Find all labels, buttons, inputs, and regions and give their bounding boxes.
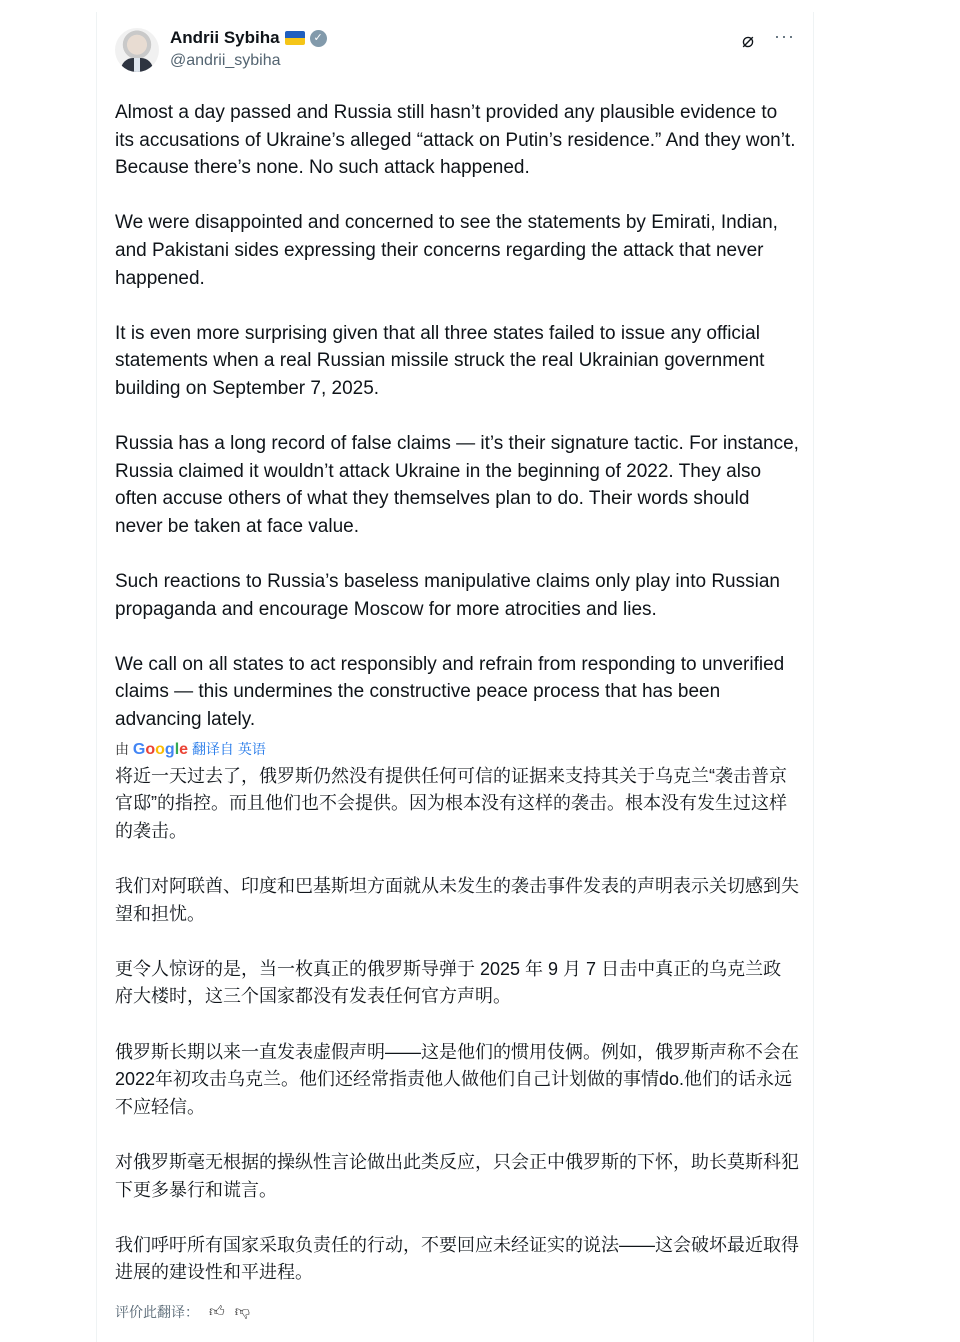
post-paragraph: Russia has a long record of false claims — it’s their signature tactic. For instance, Russia claimed it wouldn’t attack Ukraine in the beginning of 2022. They also often accuse others of what they themselves plan to do. Their words should never be taken at face value. [115,433,799,537]
post-body [115,99,799,1315]
translation-attribution [115,736,799,763]
author-handle[interactable]: @andrii_sybiha [170,52,281,69]
translated-paragraph: 更令人惊讶的是，当一枚真正的俄罗斯导弹于 2025 年 9 月 7 日击中真正的乌克兰政府大楼时，这三个国家都没有发表任何官方声明。 [115,958,782,1007]
rate-translation-label: 评价此翻译： [115,1304,199,1320]
author-name[interactable]: Andrii Sybiha [170,28,280,47]
translated-paragraph: 将近一天过去了，俄罗斯仍然没有提供任何可信的证据来支持其关于乌克兰“袭击普京官邸”的指控。而且他们也不会提供。因为根本没有这样的袭击。根本没有发生过这样的袭击。 [115,765,787,841]
author-name-row[interactable] [170,28,327,48]
post-paragraph: Such reactions to Russia’s baseless manipulative claims only play into Russian propaganda and encourage Moscow for more atrocities and lies. [115,571,780,620]
post-card [96,12,814,1342]
thumbs-up-icon[interactable]: 👍︎ [209,1303,225,1320]
post-paragraph: We call on all states to act responsibly and refrain from responding to unverified claims — this undermines the constructive peace process that has been advancing lately. [115,653,785,731]
grok-icon[interactable]: ⌀ [742,30,755,52]
verified-badge-icon: ✓ [310,30,327,47]
translated-paragraph: 我们对阿联酋、印度和巴基斯坦方面就从未发生的袭击事件发表的声明表示关切感到失望和担忧。 [115,876,799,924]
more-icon[interactable]: ··· [774,26,795,46]
post-paragraph: Almost a day passed and Russia still hasn’t provided any plausible evidence to its accusations of Ukraine’s alleged “attack on Putin’s residence.” And they won’t. Because there’s none. No such attack happened. [115,102,796,179]
post-paragraph: We were disappointed and concerned to see the statements by Emirati, Indian, and Pakistani sides expressing their concerns regarding the attack that never happened. [115,212,778,289]
post-paragraph: It is even more surprising given that all three states failed to issue any official statements when a real Russian missile struck the real Ukrainian government building on September 7, 2025. [115,322,765,399]
translated-from-link[interactable]: 翻译自 英语 [191,740,266,757]
translated-text [115,763,799,1287]
translated-paragraph: 对俄罗斯毫无根据的操纵性言论做出此类反应，只会正中俄罗斯的下怀，助长莫斯科犯下更多暴行和谎言。 [115,1151,799,1200]
ukraine-flag-icon [285,31,305,45]
google-logo: Google [132,740,189,758]
avatar[interactable] [115,28,159,72]
translated-paragraph: 俄罗斯长期以来一直发表虚假声明——这是他们的惯用伎俩。例如，俄罗斯声称不会在2022年初攻击乌克兰。他们还经常指责他人做他们自己计划做的事情do.他们的话永远不应轻信。 [115,1041,799,1117]
rate-translation [115,1302,250,1322]
thumbs-down-icon[interactable]: 👎︎ [234,1303,250,1320]
translated-paragraph: 我们呼吁所有国家采取负责任的行动，不要回应未经证实的说法——这会破坏最近取得进展的建设性和平进程。 [115,1234,799,1283]
translated-by-label: 由 [115,740,129,757]
